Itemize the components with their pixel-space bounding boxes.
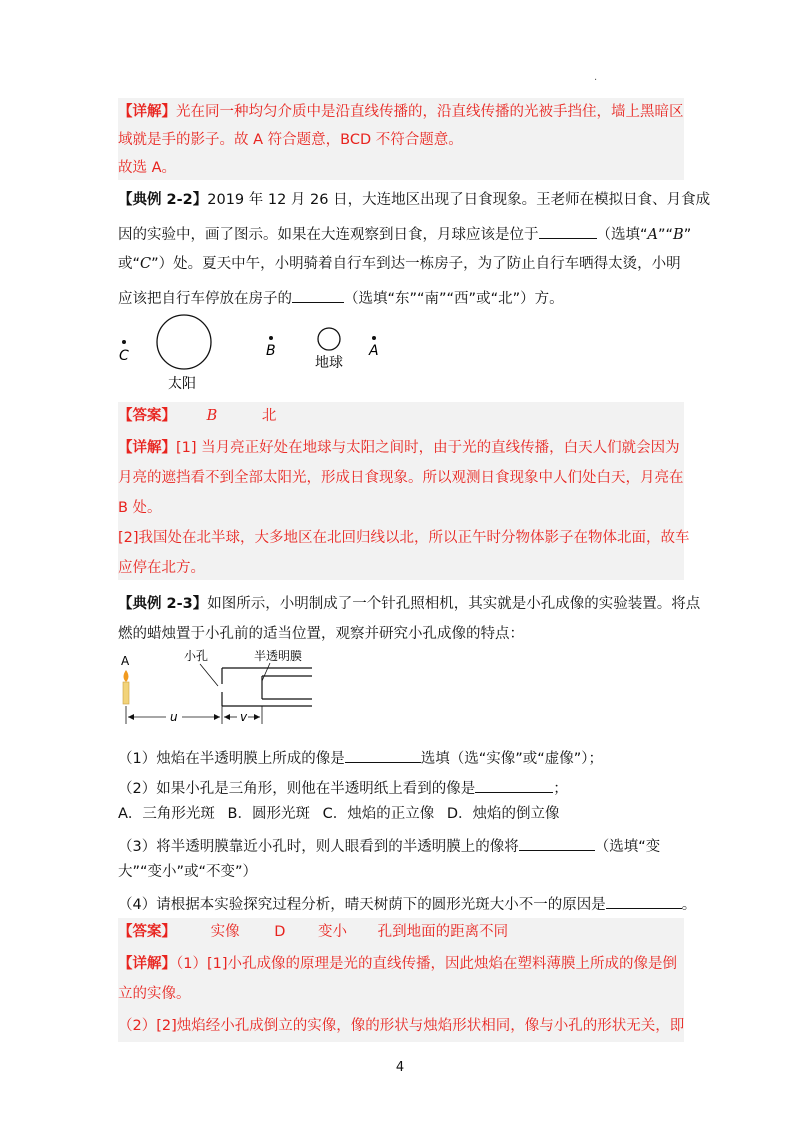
question-2-options [118, 804, 684, 824]
detail2-line3: B 处。 [118, 500, 162, 516]
pinhole-camera-figure [112, 648, 322, 728]
example23-line2: 燃的蜡烛置于小孔前的适当位置，观察并研究小孔成像的特点： [118, 626, 524, 642]
label-a: A [369, 343, 379, 359]
example22-line2: 因的实验中，画了图示。如果在大连观察到日食，月球应该是位于 （选填“A”“B” [118, 222, 684, 245]
sun-label: 太阳 [168, 376, 196, 392]
detail1-line2: 域就是手的影子。故 A 符合题意，BCD 不符合题意。 [118, 132, 463, 148]
answer-tag: 【答案】 [118, 408, 176, 424]
detail2-line5: 应停在北方。 [118, 560, 205, 576]
hole-pointer [200, 664, 218, 686]
example-tag: 【典例 2-2】 [118, 192, 208, 208]
top-dot: . [594, 72, 598, 83]
answer-item: D [274, 924, 286, 940]
earth-circle [318, 328, 340, 350]
question-4: （4）请根据本实验探究过程分析，晴天树荫下的圆形光斑大小不一的原因是 。 [118, 892, 684, 915]
answer-detail-block-2 [118, 402, 690, 580]
option-d: D．烛焰的倒立像 [446, 806, 560, 822]
question-1: （1）烛焰在半透明膜上所成的像是 选填（选“实像”或“虚像”）； [118, 746, 684, 769]
u-label: u [170, 710, 178, 724]
label-b: B [266, 343, 276, 359]
question-3-cont: 大”“变小”或“不变”） [118, 864, 258, 880]
v-label: v [240, 710, 248, 724]
answer-blank [519, 834, 595, 851]
answer-blank [475, 776, 553, 793]
option-a: A．三角形光斑 [118, 806, 215, 822]
point-c-dot [122, 340, 126, 344]
example22-line3: 或“C”）处。夏天中午，小明骑着自行车到达一栋房子，为了防止自行车晒得太烫，小明 [118, 256, 681, 272]
answer-tag: 【答案】 [118, 924, 176, 940]
sun-earth-figure [112, 306, 392, 396]
film-pointer [262, 663, 270, 681]
earth-label: 地球 [315, 355, 343, 371]
detail3-line1: 【详解】（1）[1]小孔成像的原理是光的直线传播，因此烛焰在塑料薄膜上所成的像是倒 [118, 956, 678, 972]
option-c: C．烛焰的正立像 [322, 806, 435, 822]
example22-line1: 【典例 2-2】2019 年 12 月 26 日，大连地区出现了日食现象。王老师在模拟日食、月食成 [118, 192, 711, 208]
detail-tag: 【详解】 [118, 104, 176, 120]
page-number: 4 [395, 1060, 405, 1075]
point-a-dot [372, 336, 376, 340]
answer-blank [345, 746, 421, 763]
example23-line1: 【典例 2-3】如图所示，小明制成了一个针孔照相机，其实就是小孔成像的实验装置。将点 [118, 596, 701, 612]
flame-icon [124, 670, 129, 682]
answer-item: 实像 [210, 924, 240, 940]
answer-item: 变小 [318, 924, 347, 940]
example22-line4: 应该把自行车停放在房子的 （选填“东”“南”“西”或“北”）方。 [118, 286, 684, 309]
detail1-line3: 故选 A。 [118, 160, 177, 176]
answer-blank [606, 892, 682, 909]
detail-tag: 【详解】 [118, 440, 176, 456]
candle-label-a: A [121, 654, 130, 668]
hole-label: 小孔 [184, 649, 209, 663]
sun-circle [157, 315, 211, 369]
detail3-line3: （2）[2]烛焰经小孔成倒立的实像，像的形状与烛焰形状相同，像与小孔的形状无关，即 [118, 1018, 685, 1034]
option-b: B．圆形光斑 [227, 806, 310, 822]
answer-blank [539, 222, 597, 239]
detail1-line1: 【详解】光在同一种均匀介质中是沿直线传播的，沿直线传播的光被手挡住，墙上黑暗区 [118, 104, 684, 120]
answer-item: 孔到地面的距离不同 [377, 924, 509, 940]
answer-item: 北 [261, 408, 277, 424]
answer1-line [118, 406, 684, 426]
film-label: 半透明膜 [254, 649, 303, 663]
detail2-line4: [2]我国处在北半球，大多地区在北回归线以北，所以正午时分物体影子在物体北面，故车 [118, 530, 690, 546]
detail-tag: 【详解】 [118, 956, 176, 972]
detail2-line1: 【详解】[1] 当月亮正好处在地球与太阳之间时，由于光的直线传播，白天人们就会因为 [118, 440, 680, 456]
label-c: C [119, 348, 129, 364]
answer-item: B [206, 408, 218, 424]
point-b-dot [269, 336, 273, 340]
answer-blank [292, 286, 344, 303]
example-tag: 【典例 2-3】 [118, 596, 208, 612]
question-3: （3）将半透明膜靠近小孔时，则人眼看到的半透明膜上的像将 （选填“变 [118, 834, 684, 857]
detail2-line2: 月亮的遮挡看不到全部太阳光，形成日食现象。所以观测日食现象中人们处白天，月亮在 [118, 470, 684, 486]
question-2: （2）如果小孔是三角形，则他在半透明纸上看到的像是 ； [118, 776, 684, 799]
candle-body [123, 682, 129, 704]
answer2-line [118, 922, 684, 942]
detail3-line2: 立的实像。 [118, 986, 191, 1002]
